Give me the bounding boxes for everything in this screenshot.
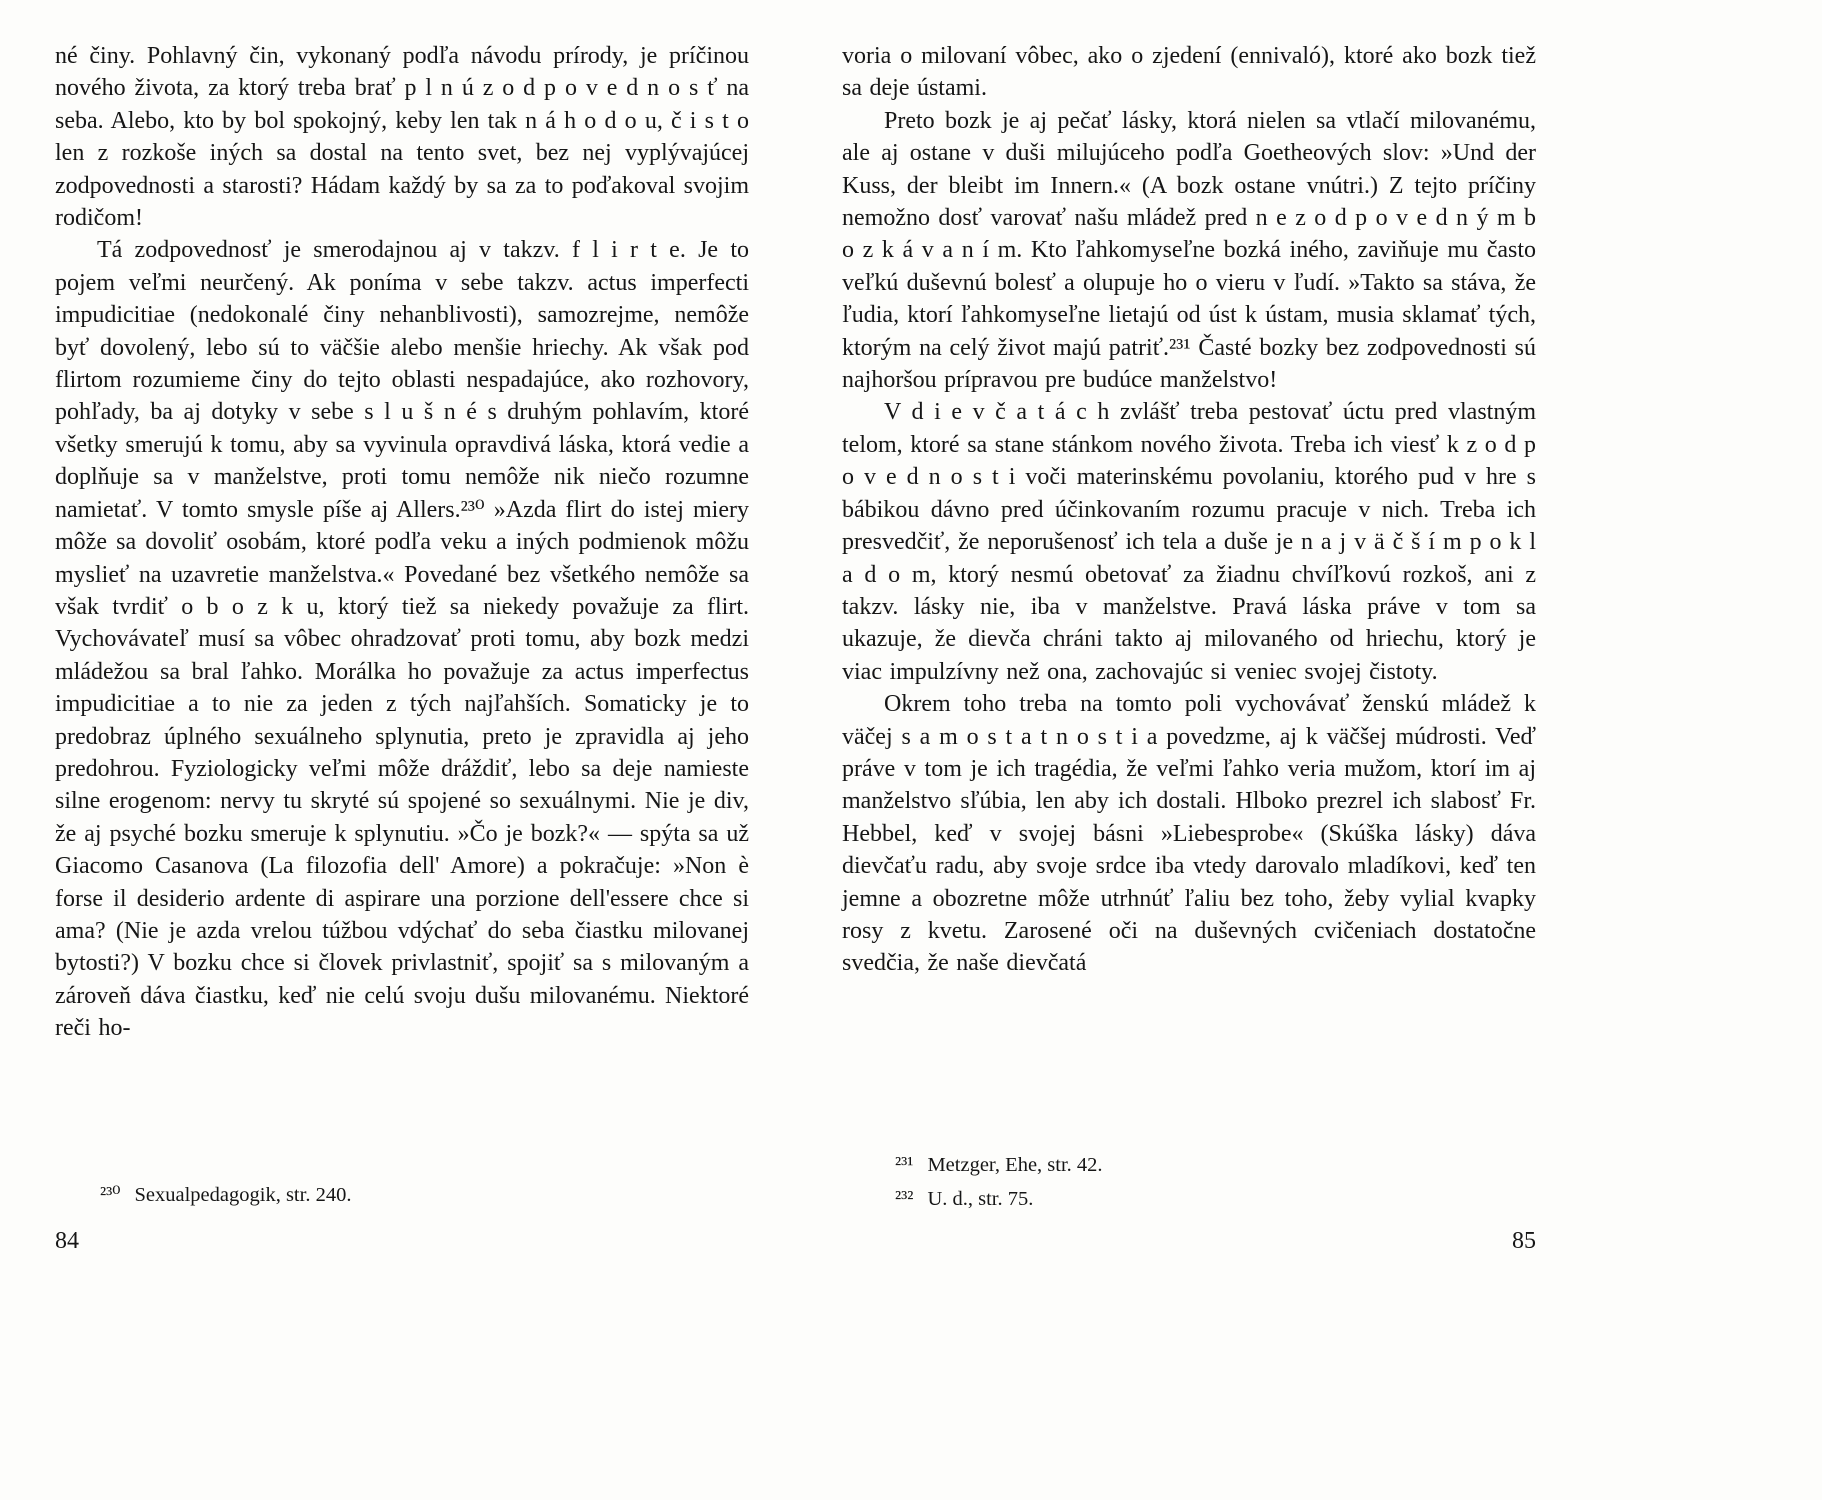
left-page-text: [55, 40, 749, 1045]
footnote-marker: ²³⁰: [100, 1184, 121, 1206]
footnote: [100, 1178, 351, 1212]
right-page-footnotes: [895, 1148, 1103, 1216]
paragraph: V d i e v č a t á c h zvlášť treba pestovať úctu pred vlastným telom, ktoré sa stane stánkom nového života. Treba ich viesť k z o d p o v e d n o s t i voči materinskému povolaniu, ktorého pud v hre s bábikou dávno pred účinkovaním rozumu pracuje v nich. Treba ich presvedčiť, že neporušenosť ich tela a duše je n a j v ä č š í m p o k l a d o m, ktorý nesmú obetovať za žiadnu chvíľkovú rozkoš, ani z takzv. lásky nie, iba v manželstve. Pravá láska práve v tom sa ukazuje, že dievča chráni takto aj milovaného od hriechu, ktorý je viac impulzívny než ona, zachovajúc si veniec svojej čistoty.: [842, 399, 1536, 685]
footnote-text: Metzger, Ehe, str. 42.: [927, 1154, 1103, 1176]
footnote-text: U. d., str. 75.: [927, 1188, 1034, 1210]
paragraph: Okrem toho treba na tomto poli vychovávať ženskú mládež k väčej s a m o s t a t n o s t i a povedzme, aj k väčšej múdrosti. Veď práve v tom je ich tragédia, že veľmi ľahko veria mužom, ktorí im aj manželstvo sľúbia, len aby ich dostali. Hlboko prezrel ich slabosť Fr. Hebbel, keď v svojej básni »Liebesprobe« (Skúška lásky) dáva dievčaťu radu, aby svoje srdce iba vtedy darovalo mladíkovi, keď ten jemne a obozretne môže utrhnúť ľaliu bez toho, žeby vylial kvapky rosy z kvetu. Zarosené oči na duševných cvičeniach dostatočne svedčia, že naše dievčatá: [842, 691, 1536, 977]
footnote-marker: ²³¹: [895, 1154, 914, 1176]
paragraph: Tá zodpovednosť je smerodajnou aj v takzv. f l i r t e. Je to pojem veľmi neurčený. Ak poníma v sebe takzv. actus imperfecti impudicitiae (nedokonalé činy nehanblivosti), samozrejme, nemôže byť dovolený, lebo sú to väčšie alebo menšie hriechy. Ak však pod flirtom rozumieme činy do tejto oblasti nespadajúce, ako rozhovory, pohľady, ba aj dotyky v sebe s l u š n é s druhým pohlavím, ktoré všetky smerujú k tomu, aby sa vyvinula opravdivá láska, ktorá vedie a doplňuje sa v manželstve, proti tomu nemôže nik niečo rozumne namietať. V tomto smysle píše aj Allers.²³⁰ »Azda flirt do istej miery môže sa dovoliť osobám, ktoré podľa veku a iných podmienok môžu myslieť na uzavretie manželstva.« Povedané bez všetkého nemôže sa však tvrdiť o b o z k u, ktorý tiež sa niekedy považuje za flirt. Vychovávateľ musí sa vôbec ohradzovať proti tomu, aby bozk medzi mládežou sa bral ľahko. Morálka ho považuje za actus imperfectus impudicitiae a to nie za jeden z tých najľahších. Somaticky je to predobraz úplného sexuálneho splynutia, preto je zpravidla aj jeho predohrou. Fyziologicky veľmi môže dráždiť, lebo sa deje namieste silne erogenom: nervy tu skryté sú spojené so sexuálnymi. Nie je div, že aj psyché bozku smeruje k splynutiu. »Čo je bozk?« — spýta sa už Giacomo Casanova (La filozofia dell' Amore) a pokračuje: »Non è forse il desiderio ardente di aspirare una porzione dell'essere chce si ama? (Nie je azda vrelou túžbou vdýchať do seba čiastku milovanej bytosti?) V bozku chce si človek privlastniť, spojiť sa s milovaným a zároveň dáva čiastku, keď nie celú svoju dušu milovanému. Niektoré reči ho-: [55, 237, 749, 1042]
page-number: 84: [55, 1228, 79, 1254]
footnote: [895, 1182, 1103, 1216]
left-page-footnotes: [100, 1178, 351, 1212]
footnote-text: Sexualpedagogik, str. 240.: [134, 1184, 352, 1206]
paragraph: né činy. Pohlavný čin, vykonaný podľa návodu prírody, je príčinou nového života, za ktorý treba brať p l n ú z o d p o v e d n o s ť na seba. Alebo, kto by bol spokojný, keby len tak n á h o d o u, č i s t o len z rozkoše iných sa dostal na tento svet, bez nej vyplývajúcej zodpovednosti a starosti? Hádam každý by sa za to poďakoval svojim rodičom!: [55, 43, 749, 232]
page-number: 85: [1512, 1228, 1536, 1254]
paragraph: voria o milovaní vôbec, ako o zjedení (ennivaló), ktoré ako bozk tiež sa deje ústami.: [842, 43, 1536, 102]
paragraph: Preto bozk je aj pečať lásky, ktorá nielen sa vtlačí milovanému, ale aj ostane v duši milujúceho podľa Goetheových slov: »Und der Kuss, der bleibt im Innern.« (A bozk ostane vnútri.) Z tejto príčiny nemožno dosť varovať našu mládež pred n e z o d p o v e d n ý m b o z k á v a n í m. Kto ľahkomyseľne bozká iného, zaviňuje mu často veľkú duševnú bolesť a olupuje ho o vieru v ľudí. »Takto sa stáva, že ľudia, ktorí ľahkomyseľne lietajú od úst k ústam, musia sklamať tých, ktorým na celý život majú patriť.²³¹ Časté bozky bez zodpovednosti sú najhoršou prípravou pre budúce manželstvo!: [842, 107, 1536, 394]
footnote-marker: ²³²: [895, 1188, 914, 1210]
footnote: [895, 1148, 1103, 1182]
right-page-text: [842, 40, 1536, 980]
